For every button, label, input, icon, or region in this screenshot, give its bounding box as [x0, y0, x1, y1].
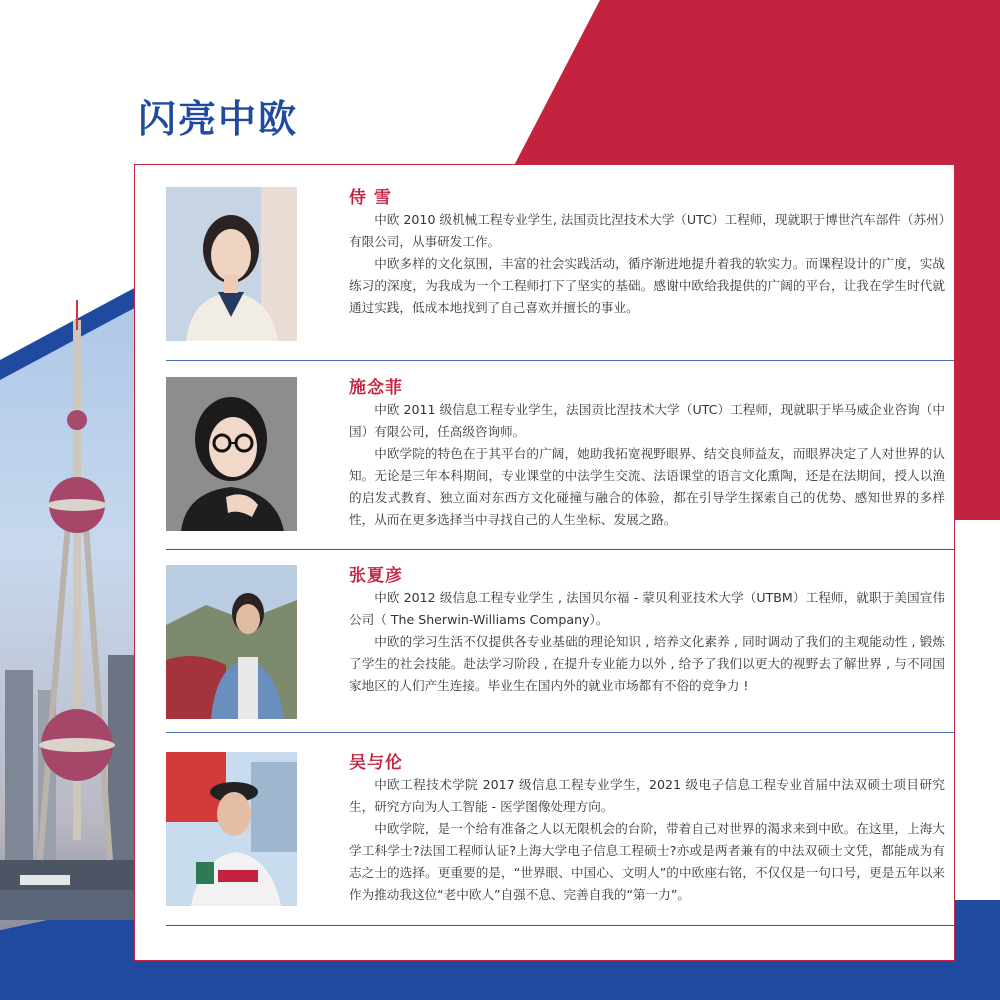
profile-text — [349, 187, 945, 319]
profile-photo — [166, 752, 297, 906]
profile-quote: 中欧学院的特色在于其平台的广阔，她助我拓宽视野眼界、结交良师益友，而眼界决定了人对世界的认知。无论是三年本科期间，专业课堂的中法学生交流、法语课堂的语言文化熏陶，还是在法期间，授人以渔的启发式教育、独立面对东西方文化碰撞与融合的体验，都在引导学生探索自己的优势、感知世界的多样性，从而在更多选择当中寻找自己的人生坐标、发展之路。 — [349, 446, 945, 527]
tv-tower-illustration — [0, 300, 140, 920]
section-divider — [166, 732, 954, 733]
section-divider — [166, 360, 954, 361]
profile-name: 施念菲 — [349, 378, 403, 398]
profiles-card — [134, 164, 955, 961]
profile-name: 侍 雪 — [349, 188, 392, 208]
profile-text — [349, 377, 945, 531]
profile-quote: 中欧学院，是一个给有准备之人以无限机会的台阶，带着自己对世界的渴求来到中欧。在这里，上海大学工科学士?法国工程师认证?上海大学电子信息工程硕士?亦或是两者兼有的中法双硕士文凭，都能成为有志之士的选择。更重要的是，“世界眼、中国心、文明人”的中欧座右铭，不仅仅是一句口号，更是五年以来作为推动我这位“老中欧人”自强不息、完善自我的“第一力”。 — [349, 821, 945, 902]
profile-photo — [166, 565, 297, 719]
section-divider — [166, 549, 954, 550]
profile-photo — [166, 187, 297, 341]
page-title: 闪亮中欧 — [138, 97, 299, 141]
profile-intro: 中欧工程技术学院 2017 级信息工程专业学生，2021 级电子信息工程专业首届中法双硕士项目研究生，研究方向为人工智能 - 医学图像处理方向。 — [349, 777, 945, 814]
profile-quote: 中欧的学习生活不仅提供各专业基础的理论知识 , 培养文化素养 , 同时调动了我们的主观能动性 , 锻炼了学生的社会技能。赴法学习阶段 , 在提升专业能力以外 , 给予了我们以更大的视野去了解世界 , 与不同国家地区的人们产生连接。毕业生在国内外的就业市场都有不俗的竞争力 ! — [349, 634, 945, 693]
profile-photo — [166, 377, 297, 531]
profile-intro: 中欧 2010 级机械工程专业学生, 法国贡比涅技术大学（UTC）工程师，现就职于博世汽车部件（苏州）有限公司，从事研发工作。 — [349, 212, 945, 249]
profile-intro: 中欧 2012 级信息工程专业学生 , 法国贝尔福 - 蒙贝利亚技术大学（UTBM）工程师，就职于美国宣伟公司（ The Sherwin-Williams Company）。 — [349, 590, 945, 627]
profile-name: 吴与伦 — [349, 753, 403, 773]
profile-text — [349, 752, 945, 906]
profile-text — [349, 565, 945, 697]
profile-quote: 中欧多样的文化氛围，丰富的社会实践活动，循序渐进地提升着我的软实力。而课程设计的广度，实战练习的深度，为我成为一个工程师打下了坚实的基础。感谢中欧给我提供的广阔的平台，让我在学生时代就通过实践，低成本地找到了自己喜欢并擅长的事业。 — [349, 256, 945, 315]
section-divider — [166, 925, 954, 926]
profile-intro: 中欧 2011 级信息工程专业学生，法国贡比涅技术大学（UTC）工程师，现就职于毕马威企业咨询（中国）有限公司，任高级咨询师。 — [349, 402, 945, 439]
profile-name: 张夏彦 — [349, 566, 403, 586]
